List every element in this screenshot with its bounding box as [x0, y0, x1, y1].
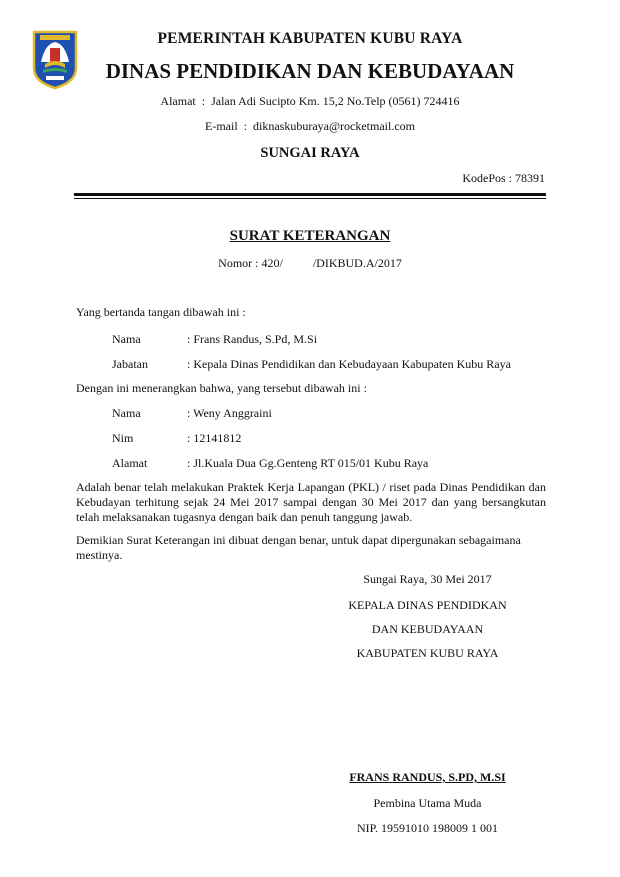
signature-place-date: Sungai Raya, 30 Mei 2017	[363, 572, 492, 586]
subject-field-label: Alamat	[112, 456, 148, 470]
signature-position-line: KABUPATEN KUBU RAYA	[356, 646, 499, 660]
signer-name: FRANS RANDUS, S.PD, M.SI	[349, 770, 506, 784]
email-line: E-mail : diknaskuburaya@rocketmail.com	[205, 119, 415, 133]
subject-field-label: Nama	[112, 406, 141, 420]
signer-nip: NIP. 19591010 198009 1 001	[356, 821, 498, 835]
subject-field-value: : Weny Anggraini	[187, 406, 272, 420]
address-line: Alamat : Jalan Adi Sucipto Km. 15,2 No.Telp (0561) 724416	[160, 94, 460, 108]
closing-paragraph: Demikian Surat Keterangan ini dibuat dengan benar, untuk dapat dipergunakan sebagaimana mestinya.	[76, 533, 521, 562]
letter-number-suffix: /DIKBUD.A/2017	[312, 256, 402, 270]
subject-field-value: : Jl.Kuala Dua Gg.Genteng RT 015/01 Kubu Raya	[187, 456, 429, 470]
subject-field-label: Nim	[112, 431, 134, 445]
postal-code: KodePos : 78391	[462, 171, 545, 185]
signer-rank: Pembina Utama Muda	[373, 796, 482, 810]
signer-field-label: Nama	[112, 332, 141, 346]
signature-position-line: DAN KEBUDAYAAN	[371, 622, 484, 636]
body-paragraph: Adalah benar telah melakukan Praktek Kerja Lapangan (PKL) / riset pada Dinas Pendidikan dan Kebudayan terhitung sejak 24 Mei 2017 sampai dengan 30 Mei 2017 dan yang bersangkutan telah melaksanakan tugasnya dengan baik dan penuh tanggung jawab.	[76, 480, 546, 524]
subject-field-value: : 12141812	[187, 431, 242, 445]
department-name: DINAS PENDIDIKAN DAN KEBUDAYAAN	[105, 59, 515, 83]
signer-field-value: : Frans Randus, S.Pd, M.Si	[187, 332, 318, 346]
letter-number-prefix: Nomor : 420/	[218, 256, 283, 270]
letter-number	[0, 256, 620, 271]
header-divider-thick	[74, 193, 546, 196]
signer-field-value: : Kepala Dinas Pendidikan dan Kebudayaan Kabupaten Kubu Raya	[187, 357, 511, 371]
city-name: SUNGAI RAYA	[260, 145, 360, 161]
header-divider-thin	[74, 198, 546, 199]
intro-text: Yang bertanda tangan dibawah ini :	[76, 305, 246, 319]
government-name: PEMERINTAH KABUPATEN KUBU RAYA	[157, 30, 463, 47]
signer-field-label: Jabatan	[112, 357, 148, 371]
letter-title: SURAT KETERANGAN	[229, 228, 391, 244]
statement-text: Dengan ini menerangkan bahwa, yang tersebut dibawah ini :	[76, 381, 367, 395]
signature-position-line: KEPALA DINAS PENDIDKAN	[348, 598, 507, 612]
